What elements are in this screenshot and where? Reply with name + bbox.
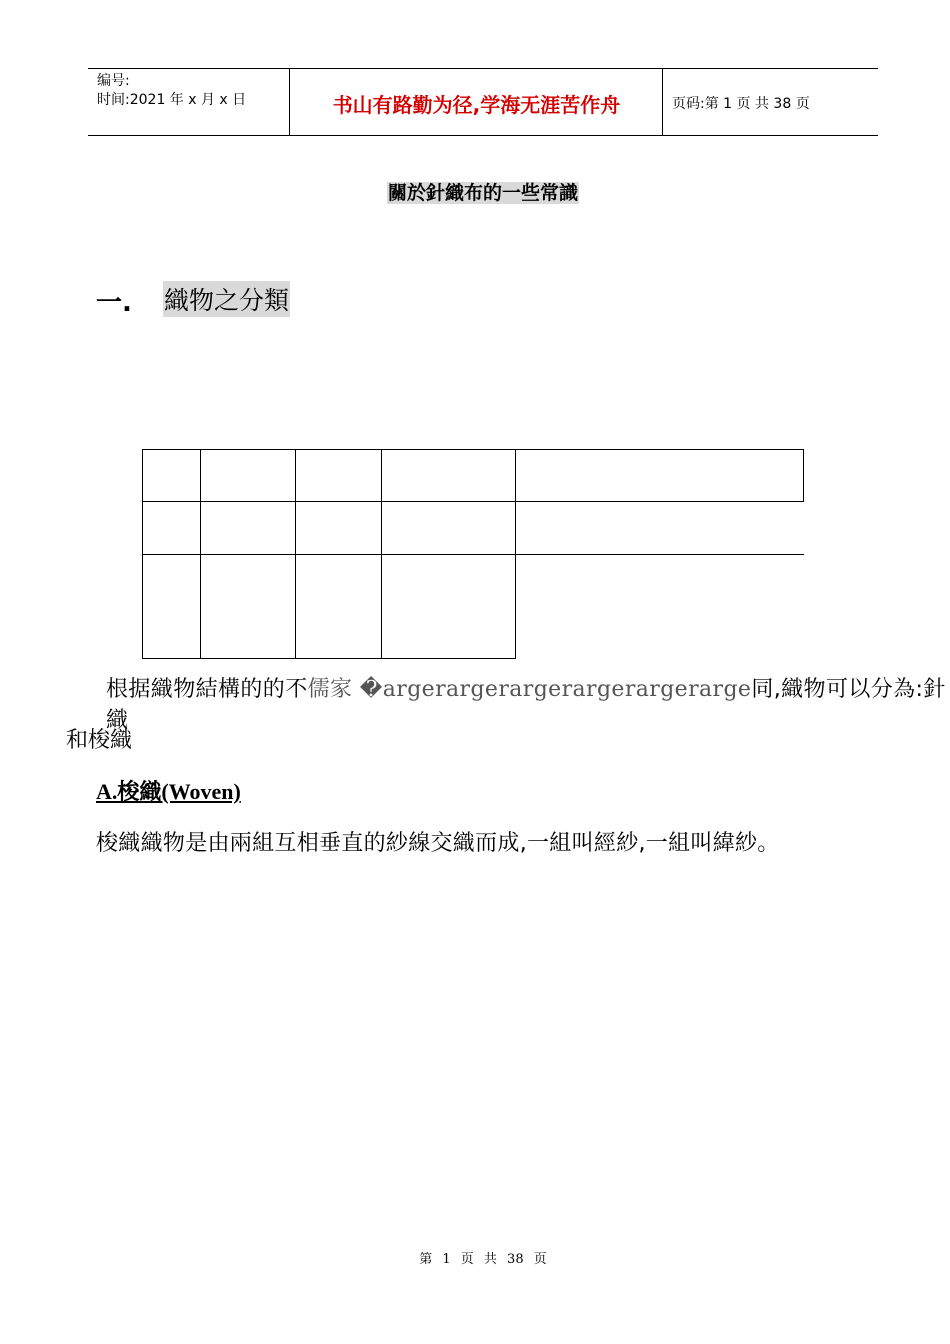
section-title: 織物之分類 bbox=[163, 281, 290, 317]
table-rule bbox=[803, 449, 804, 502]
table-rule bbox=[142, 449, 143, 659]
serial-label: 编号: bbox=[97, 73, 130, 89]
header-bottom-rule bbox=[88, 135, 878, 136]
page-footer: 第 1 页 共 38 页 bbox=[419, 1252, 547, 1267]
para1-text-a: 根据織物結構的的不 bbox=[106, 677, 308, 702]
para1-text-b: 同,織物可以分為:針織 bbox=[106, 677, 946, 733]
section-number: 一. bbox=[96, 288, 132, 318]
subheading-woven: A.梭織(Woven) bbox=[96, 779, 241, 804]
paragraph-woven: 梭織織物是由兩組互相垂直的紗線交織而成,一組叫經紗,一組叫緯紗。 bbox=[96, 831, 780, 856]
para1-garbled-text: 儒家 �argerargerargerargerargerarge bbox=[307, 677, 752, 702]
header-motto: 书山有路勤为径,学海无涯苦作舟 bbox=[332, 93, 621, 117]
header-meta bbox=[97, 72, 246, 110]
table-rule bbox=[142, 449, 804, 450]
document-title: 關於針織布的一些常識 bbox=[387, 182, 578, 204]
table-rule bbox=[142, 658, 516, 659]
document-title-wrap bbox=[0, 178, 950, 205]
paragraph-classification bbox=[106, 672, 950, 734]
table-rule bbox=[381, 449, 382, 659]
table-rule bbox=[295, 449, 296, 659]
table-rule bbox=[142, 554, 804, 555]
table-rule bbox=[142, 501, 804, 502]
table-rule bbox=[515, 449, 516, 659]
time-label: 时间:2021 年 x 月 x 日 bbox=[97, 92, 247, 108]
table-rule bbox=[200, 449, 201, 659]
empty-table bbox=[142, 449, 804, 659]
header-top-rule bbox=[88, 68, 878, 69]
header-page-info: 页码:第 1 页 共 38 页 bbox=[672, 96, 810, 112]
paragraph-classification-cont: 和梭織 bbox=[66, 728, 133, 753]
